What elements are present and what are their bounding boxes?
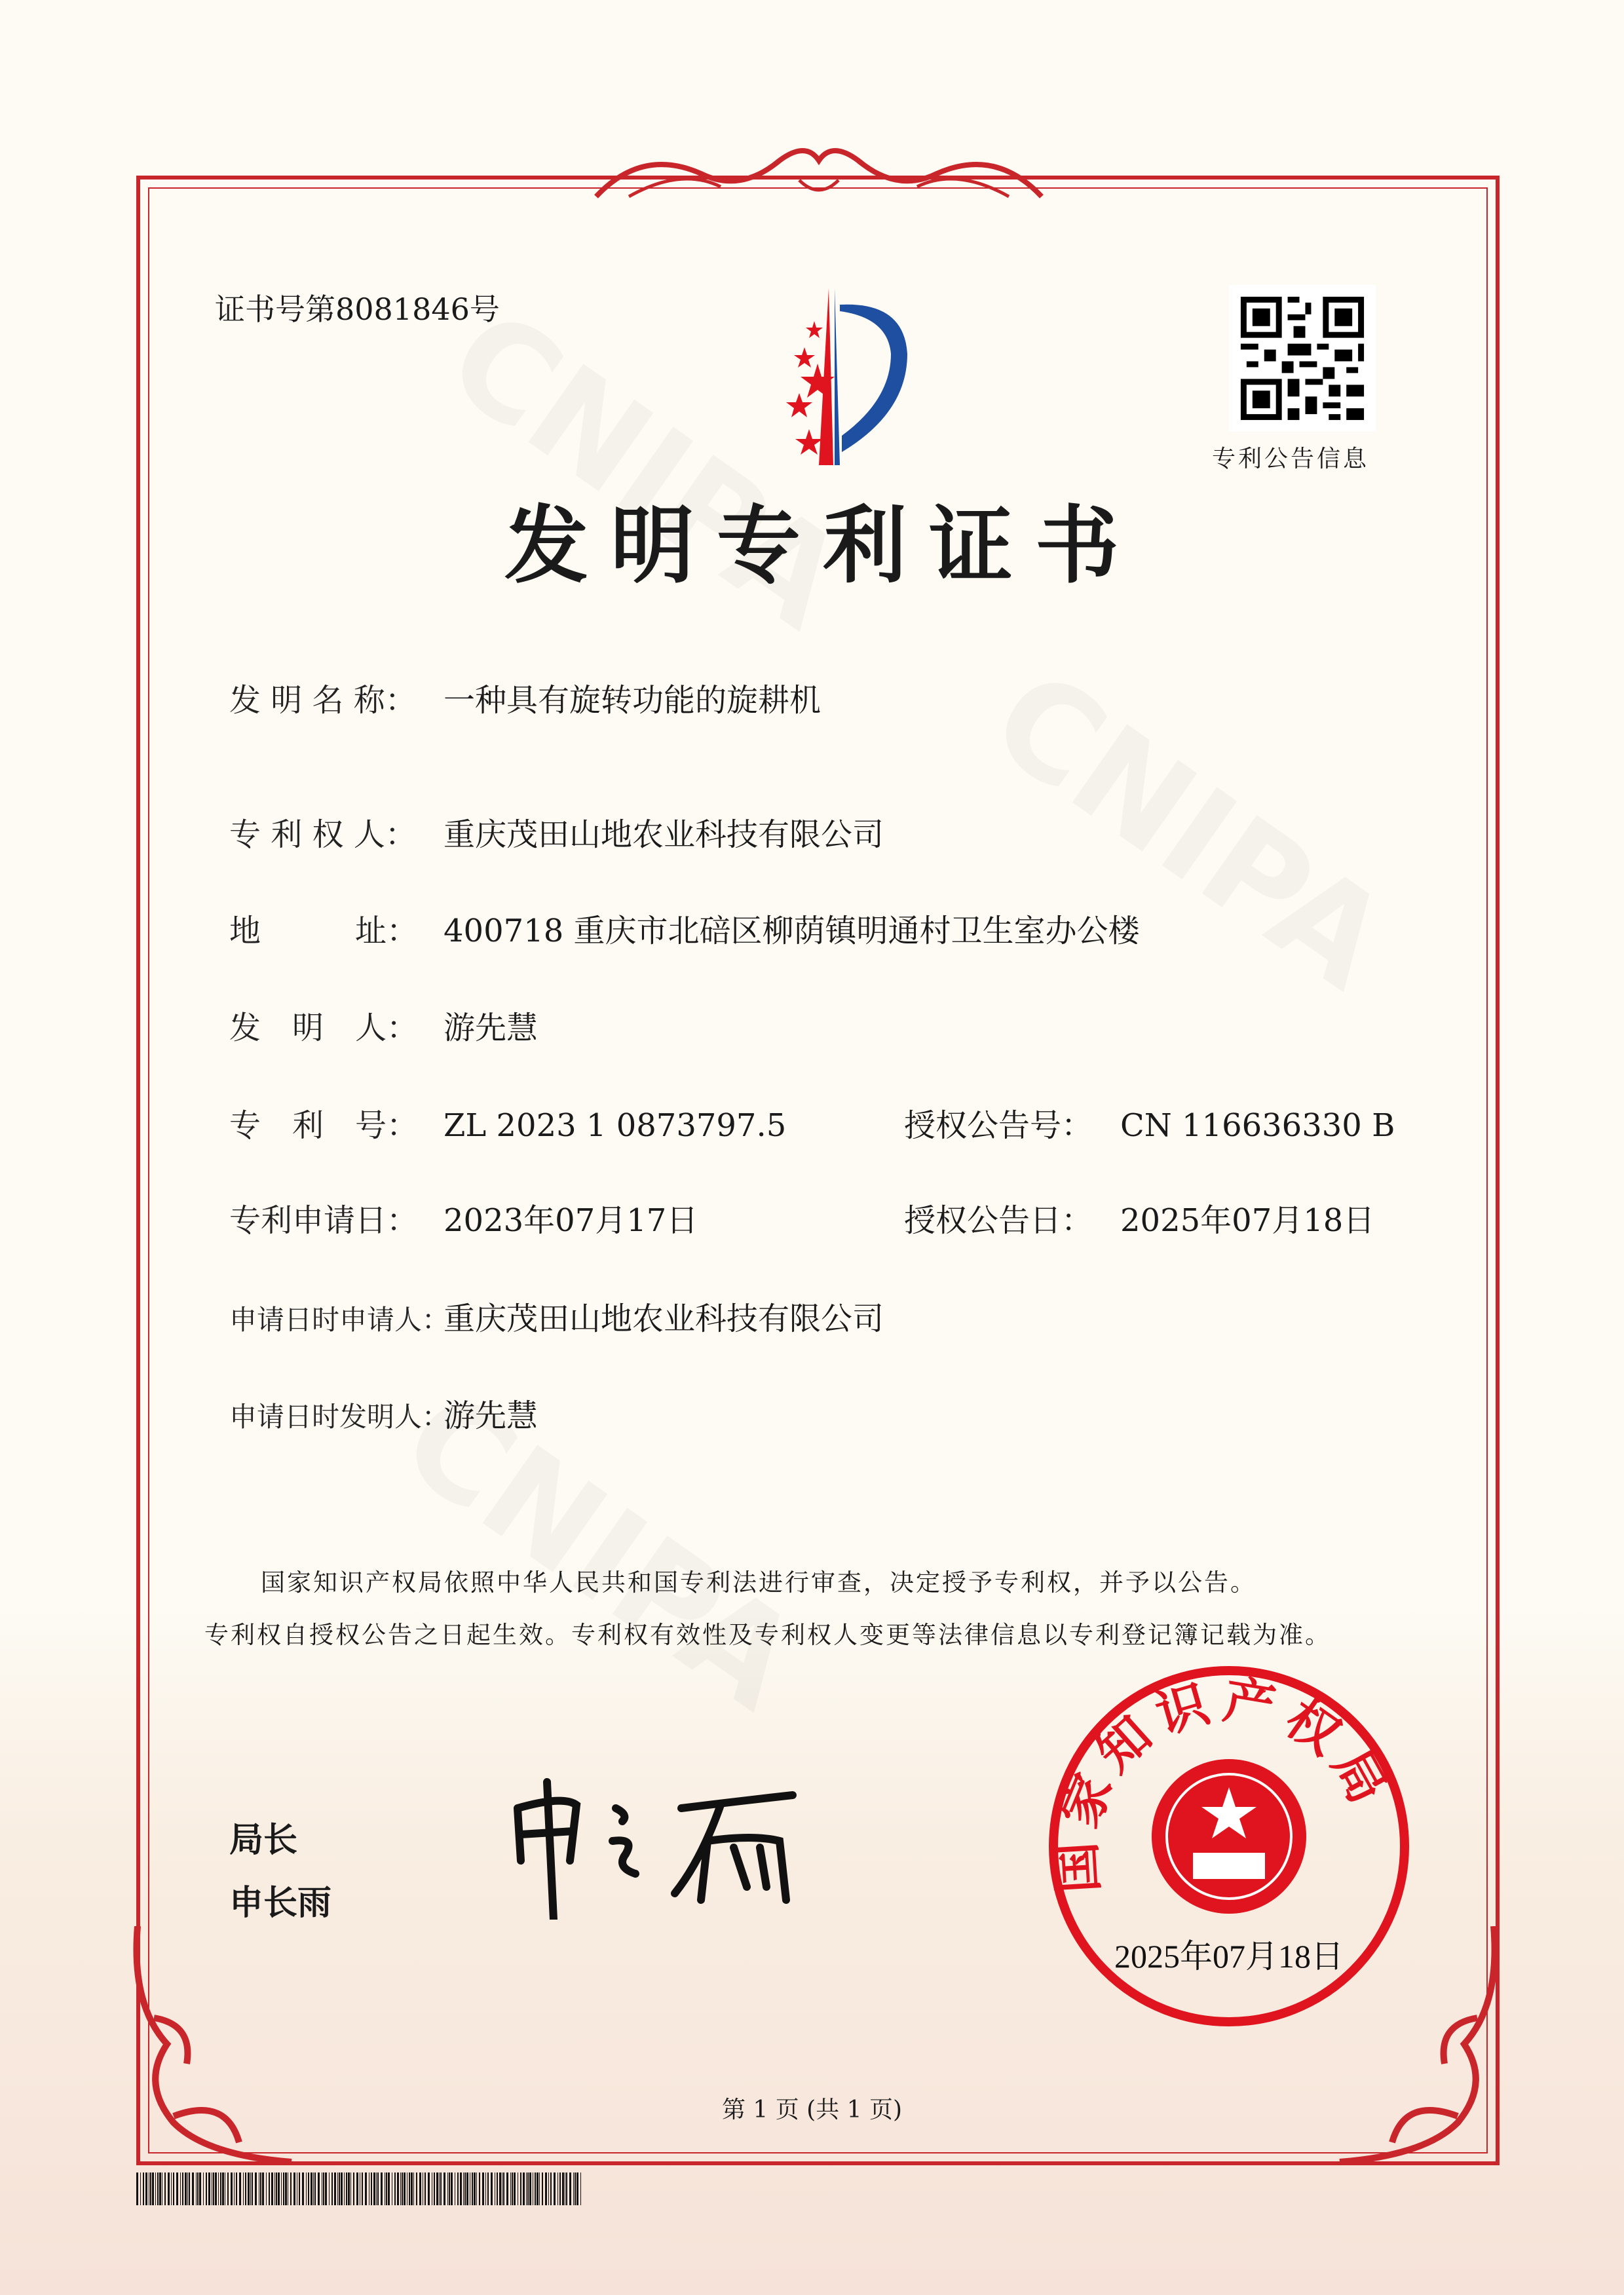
barcode-bar [554, 2172, 556, 2205]
field-patentee [229, 809, 884, 854]
barcode-bar [311, 2172, 312, 2205]
barcode-bar [394, 2172, 396, 2205]
barcode-bar [466, 2172, 468, 2205]
barcode-bar [293, 2172, 295, 2205]
barcode-bar [274, 2172, 275, 2205]
barcode-bar [416, 2172, 417, 2205]
barcode-bar [176, 2172, 178, 2205]
barcode-bar [413, 2172, 414, 2205]
barcode-bar [220, 2172, 221, 2205]
barcode-bar [236, 2172, 237, 2205]
barcode-bar [173, 2172, 174, 2205]
field-invention-name [229, 675, 821, 720]
barcode-bar [482, 2172, 484, 2205]
barcode-bar [569, 2172, 571, 2205]
barcode-bar [542, 2172, 543, 2205]
barcode-bar [323, 2172, 324, 2205]
barcode-bar [276, 2172, 277, 2205]
field-inventor [229, 1002, 538, 1048]
barcode-bar [329, 2172, 330, 2205]
barcode-bar [199, 2172, 201, 2205]
barcode-bar [559, 2172, 561, 2205]
barcode-bar [451, 2172, 453, 2205]
field-application-date [229, 1195, 698, 1240]
barcode-bar [187, 2172, 188, 2205]
field-value: 2025年07月18日 [1120, 1202, 1375, 1239]
barcode-bar [440, 2172, 442, 2205]
corner-ornament-right [1333, 1926, 1503, 2175]
field-value: 游先慧 [444, 1010, 538, 1046]
barcode-bar [218, 2172, 219, 2205]
barcode-bar [527, 2172, 529, 2205]
barcode-bar [526, 2172, 527, 2205]
barcode-bar [444, 2172, 445, 2205]
top-ornament [590, 134, 1048, 213]
barcode-bar [227, 2172, 229, 2205]
director-title: 局长 [229, 1821, 298, 1860]
barcode-bar [575, 2172, 576, 2205]
barcode-bar [434, 2172, 435, 2205]
barcode-bar [143, 2172, 144, 2205]
barcode-bar [550, 2172, 552, 2205]
barcode-bar [189, 2172, 190, 2205]
barcode-bar [248, 2172, 250, 2205]
barcode-bar [185, 2172, 187, 2205]
barcode-bar [520, 2172, 521, 2205]
barcode-bar [239, 2172, 241, 2205]
barcode-bar [203, 2172, 204, 2205]
field-applicant-at-filing [229, 1293, 884, 1338]
field-label: 地 址： [229, 913, 419, 949]
barcode-bar [168, 2172, 170, 2205]
statement-line: 国家知识产权局依照中华人民共和国专利法进行审查，决定授予专利权，并予以公告。 [261, 1568, 1256, 1597]
barcode-bar [234, 2172, 235, 2205]
barcode-bar [159, 2172, 161, 2205]
barcode-bar [260, 2172, 261, 2205]
field-label: 发 明 名 称： [229, 682, 417, 719]
barcode-bar [514, 2172, 516, 2205]
barcode-bar [281, 2172, 282, 2205]
barcode-bar [576, 2172, 578, 2205]
barcode-bar [182, 2172, 183, 2205]
barcode-bar [472, 2172, 473, 2205]
barcode-bar [136, 2172, 138, 2205]
field-value: ZL 2023 1 0873797.5 [444, 1107, 787, 1144]
barcode-bar [325, 2172, 327, 2205]
barcode-bar [215, 2172, 217, 2205]
barcode-bar [356, 2172, 358, 2205]
seal-text: 国家知识产权局 [1046, 1670, 1402, 1895]
barcode-bar [464, 2172, 466, 2205]
barcode-bar [344, 2172, 345, 2205]
barcode-bar [476, 2172, 477, 2205]
barcode-bar [269, 2172, 270, 2205]
field-grant-publication-date [904, 1195, 1374, 1240]
field-label: 申请日时申请人： [229, 1304, 450, 1336]
barcode-bar [350, 2172, 351, 2205]
corner-ornament-left [128, 1926, 298, 2175]
barcode-bar [562, 2172, 564, 2205]
barcode-bar [404, 2172, 406, 2205]
certificate-number: 证书号第8081846号 [215, 292, 500, 327]
barcode-bar [491, 2172, 493, 2205]
barcode-bar [150, 2172, 151, 2205]
barcode-bar [479, 2172, 480, 2205]
barcode-bar [222, 2172, 224, 2205]
barcode-bar [346, 2172, 347, 2205]
barcode-bar [485, 2172, 486, 2205]
barcode-bar [512, 2172, 513, 2205]
barcode-bar [376, 2172, 377, 2205]
barcode-bar [313, 2172, 314, 2205]
barcode-bar [402, 2172, 403, 2205]
barcode-bar [337, 2172, 338, 2205]
director-name: 申长雨 [229, 1884, 332, 1923]
barcode-bar [409, 2172, 410, 2205]
barcode-bar [266, 2172, 267, 2205]
barcode-bar [250, 2172, 251, 2205]
qr-code-icon [1229, 285, 1376, 432]
barcode-bar [278, 2172, 280, 2205]
barcode-bar [419, 2172, 421, 2205]
barcode-bar [255, 2172, 257, 2205]
barcode-bar [171, 2172, 172, 2205]
barcode-bar [377, 2172, 379, 2205]
barcode-bar [231, 2172, 233, 2205]
barcode-bar [411, 2172, 413, 2205]
barcode-bar [566, 2172, 567, 2205]
barcode-bar [318, 2172, 320, 2205]
barcode-bar [192, 2172, 194, 2205]
barcode-bar [439, 2172, 440, 2205]
barcode-bar [155, 2172, 156, 2205]
field-value: 2023年07月17日 [444, 1202, 698, 1239]
barcode-bar [497, 2172, 498, 2205]
field-value: 400718 重庆市北碚区柳荫镇明通村卫生室办公楼 [444, 913, 1140, 949]
barcode-bar [388, 2172, 390, 2205]
barcode-bar [290, 2172, 292, 2205]
barcode-bar [208, 2172, 210, 2205]
field-label: 授权公告日： [904, 1202, 1093, 1239]
barcode-bar [487, 2172, 489, 2205]
field-value: 重庆茂田山地农业科技有限公司 [444, 1300, 884, 1337]
barcode-bar [262, 2172, 264, 2205]
barcode-bar [206, 2172, 207, 2205]
barcode-bar [523, 2172, 525, 2205]
barcode-bar [535, 2172, 536, 2205]
barcode-bar [545, 2172, 547, 2205]
barcode-bar [548, 2172, 549, 2205]
barcode-bar [140, 2172, 141, 2205]
barcode-bar [348, 2172, 350, 2205]
qr-label: 专利公告信息 [1212, 446, 1370, 472]
barcode-bar [213, 2172, 214, 2205]
barcode-bar [460, 2172, 462, 2205]
barcode-bar [447, 2172, 448, 2205]
field-label: 专 利 权 人： [229, 816, 417, 853]
field-label: 发 明 人： [229, 1010, 419, 1046]
barcode-bar [285, 2172, 287, 2205]
barcode-bar [386, 2172, 387, 2205]
barcode-bar [474, 2172, 476, 2205]
barcode-bar [381, 2172, 383, 2205]
page-indicator: 第 1 页 (共 1 页) [721, 2096, 903, 2123]
barcode-bar [365, 2172, 367, 2205]
barcode-bar [299, 2172, 300, 2205]
barcode-bar [331, 2172, 333, 2205]
barcode-bar [271, 2172, 273, 2205]
cnipa-logo [694, 282, 943, 472]
page-title: 发明专利证书 [504, 497, 1142, 595]
barcode-bar [373, 2172, 375, 2205]
field-value: CN 116636330 B [1120, 1107, 1395, 1144]
barcode-bar [339, 2172, 340, 2205]
barcode-bar [152, 2172, 154, 2205]
qr-code[interactable] [1229, 285, 1376, 432]
barcode-bar [449, 2172, 450, 2205]
barcode-bar [457, 2172, 459, 2205]
barcode-bar [145, 2172, 147, 2205]
field-patent-number [229, 1100, 786, 1145]
field-label: 专利申请日： [229, 1202, 419, 1239]
barcode-bar [283, 2172, 284, 2205]
barcode-bar [400, 2172, 401, 2205]
barcode-bar [243, 2172, 244, 2205]
barcode-bar [302, 2172, 304, 2205]
barcode-bar [157, 2172, 159, 2205]
barcode-bar [197, 2172, 198, 2205]
barcode-bar [499, 2172, 501, 2205]
barcode-bar [506, 2172, 508, 2205]
barcode-bar [353, 2172, 354, 2205]
barcode-bar [537, 2172, 538, 2205]
barcode-bar [180, 2172, 181, 2205]
field-label: 申请日时发明人： [229, 1401, 450, 1433]
barcode-bar [245, 2172, 246, 2205]
barcode-bar [397, 2172, 399, 2205]
barcode-bar [196, 2172, 197, 2205]
field-grant-publication-number [904, 1100, 1395, 1145]
field-value: 重庆茂田山地农业科技有限公司 [444, 816, 884, 853]
barcode-bar [371, 2172, 372, 2205]
barcode-bar [334, 2172, 336, 2205]
barcode-bar [308, 2172, 309, 2205]
barcode-bar [557, 2172, 558, 2205]
statement-line: 专利权自授权公告之日起生效。专利权有效性及专利权人变更等法律信息以专利登记簿记载为准。 [204, 1621, 1331, 1649]
barcode-bar [463, 2172, 464, 2205]
seal-date: 2025年07月18日 [1114, 1938, 1344, 1975]
barcode-bar [252, 2172, 253, 2205]
barcode-bar [510, 2172, 511, 2205]
signature [504, 1769, 839, 1920]
barcode-bar [436, 2172, 438, 2205]
barcode-bar [539, 2172, 540, 2205]
barcode-bar [362, 2172, 363, 2205]
field-address [229, 905, 1140, 951]
field-value: 一种具有旋转功能的旋耕机 [444, 682, 821, 719]
national-emblem-icon [1152, 1759, 1306, 1914]
field-value: 游先慧 [444, 1397, 538, 1434]
barcode-bar [503, 2172, 504, 2205]
barcode-bar [529, 2172, 531, 2205]
barcode-bar [306, 2172, 307, 2205]
barcode [136, 2172, 614, 2205]
field-label: 授权公告号： [904, 1107, 1093, 1144]
barcode-bar [314, 2172, 316, 2205]
barcode-bar [341, 2172, 343, 2205]
barcode-bar [428, 2172, 430, 2205]
field-label: 专 利 号： [229, 1107, 419, 1144]
barcode-bar [573, 2172, 574, 2205]
barcode-bar [425, 2172, 426, 2205]
barcode-bar [580, 2172, 581, 2205]
field-inventor-at-filing [229, 1390, 538, 1435]
barcode-bar [164, 2172, 166, 2205]
